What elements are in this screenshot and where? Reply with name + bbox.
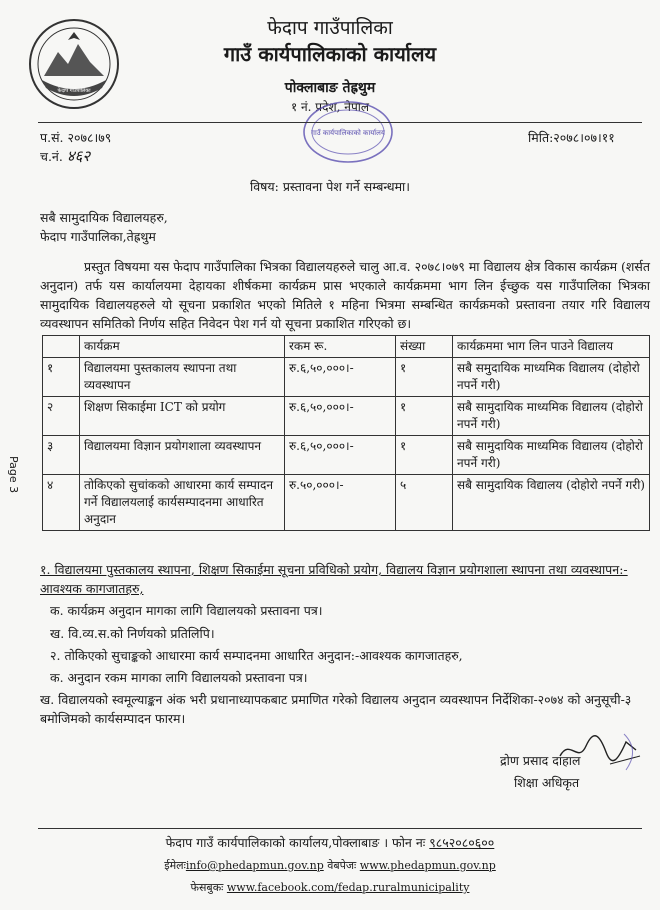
footer-address xyxy=(0,834,660,851)
col-header-serial xyxy=(43,336,80,358)
cell-eligibility: सबै सामुदायिक विद्यालय (दोहोरो नपर्ने गरी) xyxy=(453,475,650,531)
recipient-line-2: फेदाप गाउँपालिका,तेह्रथुम xyxy=(40,229,156,244)
office-name: गाउँ कार्यपालिकाको कार्यालय xyxy=(223,42,437,66)
dispatch-value: ४६२ xyxy=(66,147,91,165)
footer-phone: ९८५२०८०६०० xyxy=(429,835,495,850)
header-divider xyxy=(38,122,642,123)
page-label: Page 3 xyxy=(7,456,20,494)
cell-count: ५ xyxy=(396,475,453,531)
cell-program: विद्यालयमा विज्ञान प्रयोगशाला व्यवस्थापन xyxy=(80,436,285,475)
cell-serial: ३ xyxy=(43,436,80,475)
table-header-row xyxy=(43,336,650,358)
footer-social xyxy=(0,880,660,895)
cell-eligibility: सबै सामुदायिक माध्यमिक विद्यालय (दोहोरो नपर्ने गरी) xyxy=(453,397,650,436)
footer-divider xyxy=(38,828,642,829)
cell-eligibility: सबै समुदायिक माध्यमिक विद्यालय (दोहोरो नपर्ने गरी) xyxy=(453,358,650,397)
col-header-program: कार्यक्रम xyxy=(80,336,285,358)
letter-date: मिति:२०७८।०७।११ xyxy=(528,130,615,145)
note-2-item-b: ख. विद्यालयको स्वमूल्याङ्कन अंक भरी प्रधानाध्यापकबाट प्रमाणित गरेको विद्यालय अनुदान व्यवस्थापन निर्देशिका-२०७४ को अनुसूची-३ बमोजिमको कार्यसम्पादन फारम। xyxy=(40,692,632,726)
office-location: पोक्लाबाङ तेह्रथुम xyxy=(284,80,376,96)
cell-amount: रु.६,५०,०००।- xyxy=(285,397,396,436)
cell-serial: ४ xyxy=(43,475,80,531)
cell-count: १ xyxy=(396,358,453,397)
dispatch-label: च.नं. xyxy=(40,149,63,164)
table-row xyxy=(43,436,650,475)
col-header-count: संख्या xyxy=(396,336,453,358)
cell-amount: रु.६,५०,०००।- xyxy=(285,358,396,397)
facebook-link[interactable]: www.facebook.com/fedap.ruralmunicipality xyxy=(226,881,470,894)
reference-number: प.सं. २०७८।७९ xyxy=(40,130,112,145)
note-1-item-a: क. कार्यक्रम अनुदान मागका लागि विद्यालयको प्रस्तावना पत्र। xyxy=(50,603,323,618)
office-province: १ नं. प्रदेश, नेपाल xyxy=(290,100,370,114)
footer-contact xyxy=(0,858,660,873)
table-row xyxy=(43,397,650,436)
facebook-label: फेसबुकः xyxy=(190,881,224,894)
cell-amount: रु.५०,०००।- xyxy=(285,475,396,531)
web-link[interactable]: www.phedapmun.gov.np xyxy=(359,859,496,872)
dispatch-number xyxy=(40,147,90,166)
program-table xyxy=(42,335,650,531)
cell-program: विद्यालयमा पुस्तकालय स्थापना तथा व्यवस्थापन xyxy=(80,358,285,397)
table-row xyxy=(43,358,650,397)
letter-body: प्रस्तुत विषयमा यस फेदाप गाउँपालिका भित्रका विद्यालयहरुले चालु आ.व. २०७८।०७९ मा विद्यालय क्षेत्र विकास कार्यक्रम (शर्सत अनुदान) तर्फ यस कार्यालयमा देहायका शीर्षकमा कार्यक्रम प्रास भएकाले कार्यक्रममा भाग लिन ईच्छुक यस गाउँपालिका भित्रका सामुदायिक विद्यालयहरुले यो सूचना प्रकाशित भएको मितिले १ महिना भित्रमा सम्बन्धित कार्यक्रमको प्रस्तावना तयार गरि विद्यालय व्यवस्थापन समितिको निर्णय सहित निवेदन पेश गर्न यो सूचना प्रकाशित गरिएको छ। xyxy=(40,259,650,331)
email-link[interactable]: info@phedapmun.gov.np xyxy=(185,859,324,872)
signer-name: द्रोण प्रसाद दाहाल xyxy=(500,753,581,768)
note-2-heading: २. तोकिएको सुचाङ्कको आधारमा कार्य सम्पादनमा आधारित अनुदान:-आवश्यक कागजातहरु, xyxy=(50,648,463,663)
signer-title: शिक्षा अधिकृत xyxy=(514,775,580,790)
letter-subject: विषय: प्रस्तावना पेश गर्ने सम्बन्धमा। xyxy=(249,179,411,194)
note-2-item-a: क. अनुदान रकम मागका लागि विद्यालयको प्रस्तावना पत्र। xyxy=(50,670,308,685)
cell-serial: १ xyxy=(43,358,80,397)
note-1-heading: १. विद्यालयमा पुस्तकालय स्थापना, शिक्षण सिकाईमा सूचना प्रविधिको प्रयोग, विद्यालय विज्ञान प्रयोगशाला स्थापना तथा व्यवस्थापन:-आवश्यक कागजातहरु, xyxy=(40,562,628,596)
cell-count: १ xyxy=(396,436,453,475)
cell-amount: रु.६,५०,०००।- xyxy=(285,436,396,475)
footer-address-text: फेदाप गाउँ कार्यपालिकाको कार्यालय,पोक्लाबाङ । फोन नः xyxy=(165,835,426,850)
note-1-item-b: ख. वि.व्य.स.को निर्णयको प्रतिलिपि। xyxy=(50,626,215,641)
web-label: वेबपेजः xyxy=(327,859,357,872)
col-header-amount: रकम रू. xyxy=(285,336,396,358)
cell-count: १ xyxy=(396,397,453,436)
emblem-text: फेदाप गाउँपालिका xyxy=(57,88,91,94)
recipient-line-1: सबै सामुदायिक विद्यालयहरु, xyxy=(40,210,168,225)
col-header-eligibility: कार्यक्रममा भाग लिन पाउने विद्यालय xyxy=(453,336,650,358)
cell-program: तोकिएको सुचांकको आधारमा कार्य सम्पादन गर्ने विद्यालयलाई कार्यसम्पादनमा आधारित अनुदान xyxy=(80,475,285,531)
table-row xyxy=(43,475,650,531)
office-stamp xyxy=(300,98,396,166)
org-name: फेदाप गाउँपालिका xyxy=(267,17,393,39)
cell-eligibility: सबै सामुदायिक माध्यमिक विद्यालय (दोहोरो नपर्ने गरी) xyxy=(453,436,650,475)
cell-serial: २ xyxy=(43,397,80,436)
cell-program: शिक्षण सिकाईमा ICT को प्रयोग xyxy=(80,397,285,436)
email-label: ईमेलः xyxy=(164,859,186,872)
stamp-text: गाउँ कार्यपालिकाको कार्यालय xyxy=(311,129,385,137)
